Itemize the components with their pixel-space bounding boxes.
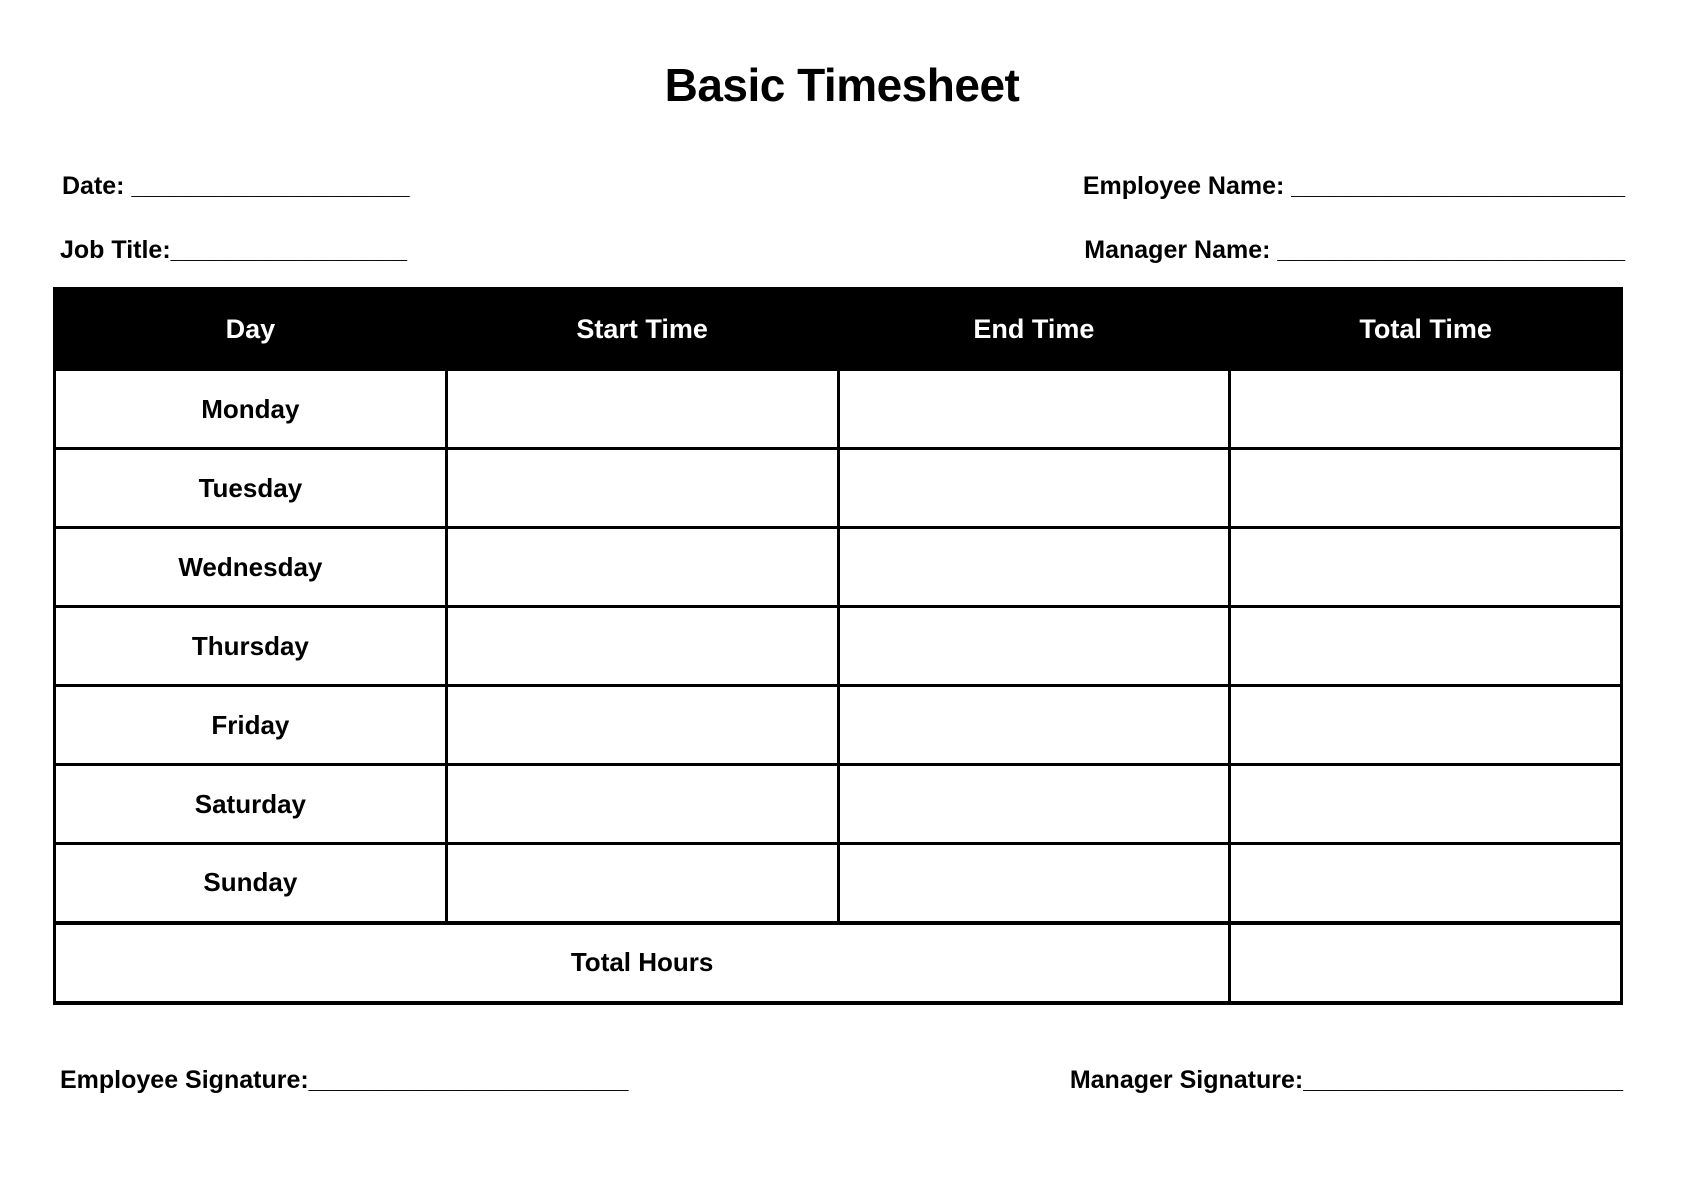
day-cell-tuesday: Tuesday [55,449,447,528]
start-time-cell-sunday[interactable] [446,844,838,923]
table-row-tuesday [55,449,1622,528]
end-time-cell-tuesday[interactable] [838,449,1230,528]
table-header-row [55,289,1622,370]
end-time-cell-saturday[interactable] [838,765,1230,844]
total-time-cell-wednesday[interactable] [1230,528,1622,607]
date-label: Date: [62,172,132,200]
column-header-day: Day [55,289,447,370]
manager-signature-label: Manager Signature: [1069,1066,1304,1094]
job-title-blank-line[interactable]: _________________ [170,236,408,264]
total-time-cell-thursday[interactable] [1230,607,1622,686]
manager-signature-field [1070,1066,1623,1095]
table-row-friday [55,686,1622,765]
table-row-sunday [55,844,1622,923]
day-cell-friday: Friday [55,686,447,765]
table-row-monday [55,370,1622,449]
start-time-cell-monday[interactable] [446,370,838,449]
end-time-cell-monday[interactable] [838,370,1230,449]
page-title: Basic Timesheet [664,59,1020,111]
job-title-field [60,236,407,265]
employee-signature-field [60,1066,628,1095]
column-header-start-time: Start Time [446,289,838,370]
employee-name-blank-line[interactable]: ________________________ [1291,172,1625,200]
start-time-cell-tuesday[interactable] [446,449,838,528]
column-header-end-time: End Time [838,289,1230,370]
total-time-cell-monday[interactable] [1230,370,1622,449]
start-time-cell-friday[interactable] [446,686,838,765]
table-row-wednesday [55,528,1622,607]
employee-name-field [1083,172,1625,201]
day-cell-thursday: Thursday [55,607,447,686]
day-cell-wednesday: Wednesday [55,528,447,607]
end-time-cell-wednesday[interactable] [838,528,1230,607]
total-time-cell-friday[interactable] [1230,686,1622,765]
total-time-cell-saturday[interactable] [1230,765,1622,844]
total-hours-label: Total Hours [55,923,1230,1003]
start-time-cell-saturday[interactable] [446,765,838,844]
manager-name-field [1084,236,1625,265]
manager-name-blank-line[interactable]: _________________________ [1277,236,1625,264]
end-time-cell-friday[interactable] [838,686,1230,765]
job-title-label: Job Title: [60,236,171,264]
manager-name-label: Manager Name: [1084,236,1278,264]
date-field [62,172,410,201]
total-hours-row [55,923,1622,1003]
timesheet-table [53,287,1623,1005]
table-row-saturday [55,765,1622,844]
total-hours-value-cell[interactable] [1230,923,1622,1003]
employee-signature-label: Employee Signature: [60,1066,309,1094]
start-time-cell-thursday[interactable] [446,607,838,686]
manager-signature-blank-line[interactable]: _______________________ [1303,1066,1623,1094]
day-cell-sunday: Sunday [55,844,447,923]
employee-signature-blank-line[interactable]: _______________________ [308,1066,629,1094]
date-blank-line[interactable]: ____________________ [131,172,410,200]
day-cell-saturday: Saturday [55,765,447,844]
total-time-cell-tuesday[interactable] [1230,449,1622,528]
table-row-thursday [55,607,1622,686]
end-time-cell-thursday[interactable] [838,607,1230,686]
end-time-cell-sunday[interactable] [838,844,1230,923]
employee-name-label: Employee Name: [1082,172,1292,200]
total-time-cell-sunday[interactable] [1230,844,1622,923]
day-cell-monday: Monday [55,370,447,449]
column-header-total-time: Total Time [1230,289,1622,370]
start-time-cell-wednesday[interactable] [446,528,838,607]
